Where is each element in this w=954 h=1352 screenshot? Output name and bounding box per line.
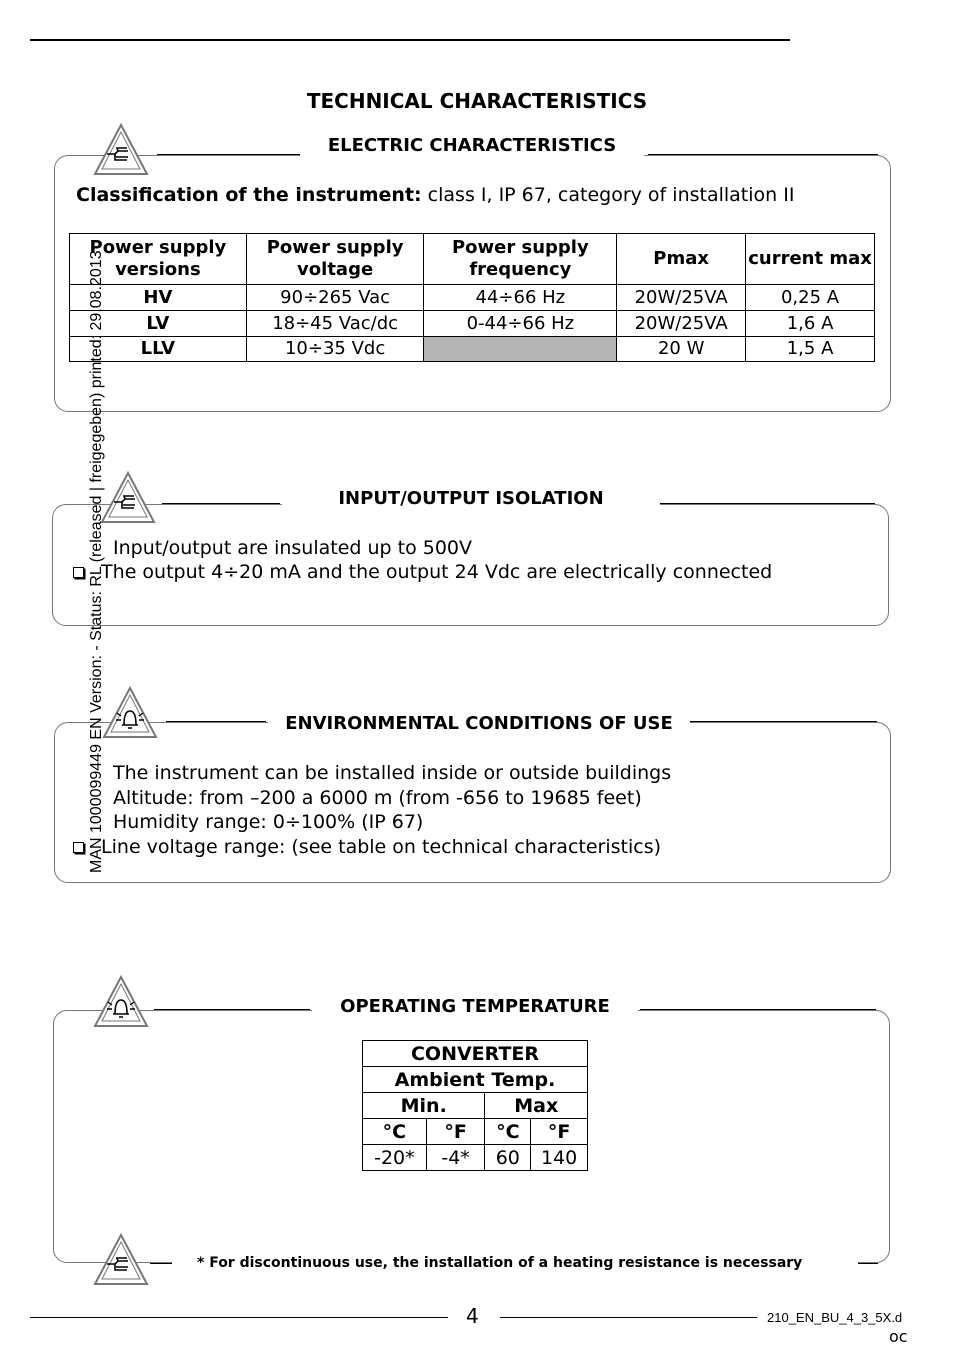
table-cell: 10÷35 Vdc <box>246 337 424 362</box>
table-cell: 44÷66 Hz <box>424 285 617 311</box>
table-cell: 20W/25VA <box>617 311 746 337</box>
value-cell: -20* <box>363 1145 427 1171</box>
ambient-temp-label: Ambient Temp. <box>363 1067 588 1093</box>
table-header-cell: Power supply versions <box>70 234 247 285</box>
table-row <box>70 285 875 311</box>
table-header-cell: Power supply frequency <box>424 234 617 285</box>
isolation-heading-rule-left <box>162 503 280 504</box>
classification-value: class I, IP 67, category of installation II <box>421 184 795 206</box>
checkbox-bullet-icon <box>73 842 84 853</box>
table-cell: 1,5 A <box>746 337 875 362</box>
unit-cell: °F <box>531 1119 588 1145</box>
table-cell: 0-44÷66 Hz <box>424 311 617 337</box>
table-cell: HV <box>70 285 247 311</box>
electric-heading-rule-left <box>157 154 300 155</box>
hand-pointer-icon <box>99 470 157 526</box>
unit-cell: °C <box>363 1119 427 1145</box>
isolation-line-2 <box>73 561 772 583</box>
alarm-bell-icon <box>101 685 159 741</box>
table-cell: 20W/25VA <box>617 285 746 311</box>
document-id: 210_EN_BU_4_3_5X.d <box>767 1310 903 1325</box>
environment-text: Line voltage range: (see table on technical characteristics) <box>101 836 661 858</box>
table-cell: LLV <box>70 337 247 362</box>
table-header-cell: Pmax <box>617 234 746 285</box>
hand-pointer-icon <box>92 1232 150 1288</box>
heating-footnote: * For discontinuous use, the installation of a heating resistance is necessary <box>197 1255 803 1271</box>
power-supply-table <box>69 233 875 362</box>
document-id-continued: oc <box>889 1327 908 1346</box>
table-cell: 18÷45 Vac/dc <box>246 311 424 337</box>
isolation-heading: INPUT/OUTPUT ISOLATION <box>282 488 660 509</box>
table-row <box>70 337 875 362</box>
footer-rule-left <box>30 1317 448 1318</box>
table-cell: 0,25 A <box>746 285 875 311</box>
page-title: TECHNICAL CHARACTERISTICS <box>306 89 648 113</box>
table-header-cell: Power supply voltage <box>246 234 424 285</box>
classification-label: Classification of the instrument: <box>76 184 422 206</box>
environment-text: Altitude: from –200 a 6000 m (from -656 to 19685 feet) <box>113 787 642 809</box>
table-row <box>70 311 875 337</box>
operating-heading-rule-left <box>154 1009 310 1010</box>
classification-line <box>76 184 794 206</box>
environment-heading-rule-right <box>690 721 877 722</box>
operating-heading: OPERATING TEMPERATURE <box>312 996 638 1017</box>
isolation-heading-rule-right <box>660 503 875 504</box>
max-label: Max <box>485 1093 588 1119</box>
table-cell: 90÷265 Vac <box>246 285 424 311</box>
operating-heading-rule-right <box>640 1009 876 1010</box>
environment-line-1 <box>113 762 671 784</box>
environment-text: The instrument can be installed inside or outside buildings <box>113 762 672 784</box>
environment-line-4 <box>73 836 661 858</box>
table-header-row <box>70 234 875 285</box>
alarm-bell-icon <box>92 974 150 1030</box>
electric-heading-rule-right <box>648 154 878 155</box>
page-number: 4 <box>466 1304 479 1328</box>
environment-line-2 <box>113 787 642 809</box>
isolation-line-1 <box>113 537 472 559</box>
value-cell: -4* <box>426 1145 485 1171</box>
shaded-empty-cell <box>424 337 617 362</box>
unit-cell: °F <box>426 1119 485 1145</box>
units-row <box>363 1119 588 1145</box>
unit-cell: °C <box>485 1119 531 1145</box>
table-cell: 1,6 A <box>746 311 875 337</box>
values-row <box>363 1145 588 1171</box>
checkbox-bullet-icon <box>73 567 84 578</box>
min-label: Min. <box>363 1093 485 1119</box>
environment-heading: ENVIRONMENTAL CONDITIONS OF USE <box>268 713 690 734</box>
environment-line-3 <box>113 811 423 833</box>
table-cell: LV <box>70 311 247 337</box>
value-cell: 140 <box>531 1145 588 1171</box>
converter-title: CONVERTER <box>363 1041 588 1067</box>
footer-rule-right <box>500 1317 757 1318</box>
top-rule <box>30 39 790 41</box>
electric-heading: ELECTRIC CHARACTERISTICS <box>300 135 644 156</box>
side-release-stamp: MAN 1000099449 EN Version: - Status: RL (released | freigegeben) printed: 29.08.2013 <box>88 250 105 873</box>
value-cell: 60 <box>485 1145 531 1171</box>
environment-text: Humidity range: 0÷100% (IP 67) <box>113 811 424 833</box>
operating-temperature-table <box>362 1040 588 1171</box>
table-cell: 20 W <box>617 337 746 362</box>
isolation-text: Input/output are insulated up to 500V <box>113 537 473 559</box>
table-header-cell: current max <box>746 234 875 285</box>
isolation-text: The output 4÷20 mA and the output 24 Vdc are electrically connected <box>101 561 773 583</box>
environment-heading-rule-left <box>166 721 266 722</box>
footnote-rule-right <box>858 1263 878 1264</box>
footnote-rule-left <box>150 1263 172 1264</box>
